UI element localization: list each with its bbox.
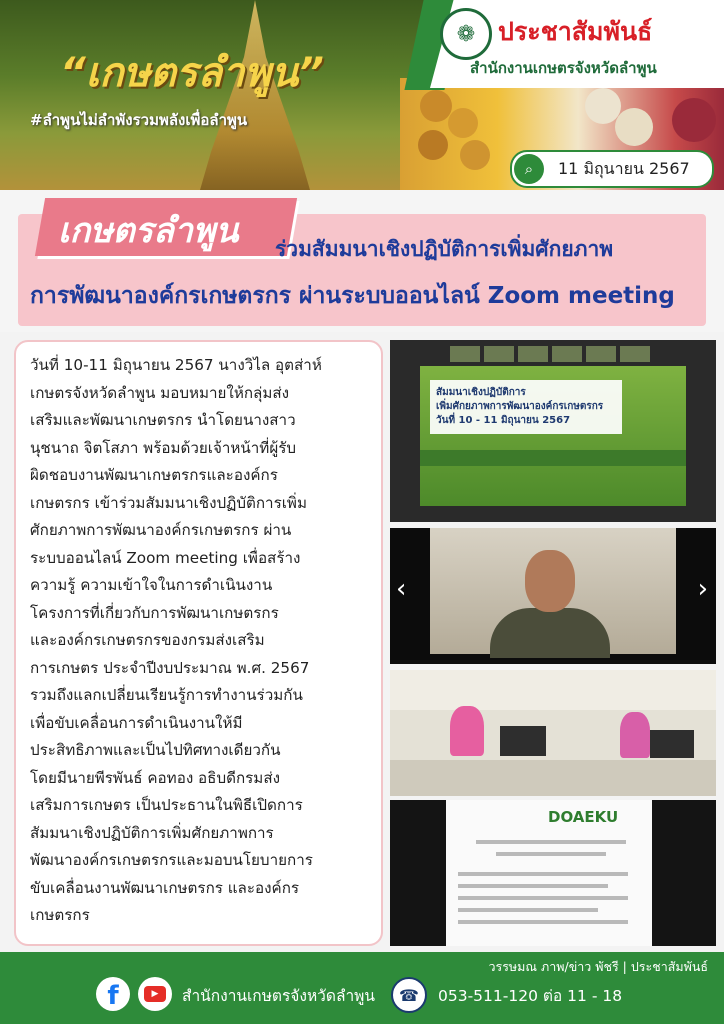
article-line: รวมถึงแลกเปลี่ยนเรียนรู้การทำงานร่วมกัน <box>30 686 303 704</box>
footer-office-name: สำนักงานเกษตรจังหวัดลำพูน <box>182 987 375 1005</box>
article-line: เกษตรกร เข้าร่วมสัมมนาเชิงปฏิบัติการเพิ่ม <box>30 493 307 512</box>
date-text: 11 มิถุนายน 2567 <box>558 158 690 178</box>
seal-emblem: ❁ <box>440 8 492 60</box>
office-window <box>390 670 716 710</box>
doae-logo: DOAEKU <box>548 808 619 826</box>
pr-title: ประชาสัมพันธ์ <box>498 17 653 46</box>
slide-title-line-2: เพิ่มศักยภาพการพัฒนาองค์กรเกษตรกร <box>436 401 604 412</box>
article-line: ระบบออนไลน์ Zoom meeting เพื่อสร้าง <box>30 548 301 567</box>
laptop-1 <box>500 726 546 756</box>
brand-title: “เกษตรลำพูน” <box>60 50 324 96</box>
photo-office <box>390 670 716 796</box>
slide-title-line-1: สัมมนาเชิงปฏิบัติการ <box>436 387 526 398</box>
article-line: การเกษตร ประจำปีงบประมาณ พ.ศ. 2567 <box>30 658 310 677</box>
search-icon: ⌕ <box>514 154 544 184</box>
article-line: เสริมและพัฒนาเกษตรกร นำโดยนางสาว <box>30 411 296 429</box>
chevron-left-icon: ‹ <box>396 574 407 604</box>
slide-title <box>430 380 622 434</box>
article-line: ขับเคลื่อนงานพัฒนาเกษตรกร และองค์กร <box>30 878 300 897</box>
facebook-icon[interactable]: f <box>96 977 130 1011</box>
article-line: สัมมนาเชิงปฏิบัติการเพิ่มศักยภาพการ <box>30 823 274 842</box>
laptop-2 <box>650 730 694 758</box>
article-line: และองค์กรเกษตรกรของกรมส่งเสริม <box>30 631 265 649</box>
article-line: ประสิทธิภาพและเป็นไปทิศทางเดียวกัน <box>30 741 281 759</box>
youtube-icon[interactable]: ▶ <box>138 977 172 1011</box>
footer-phone: 053-511-120 ต่อ 11 - 18 <box>438 987 623 1005</box>
header-banner <box>0 0 724 190</box>
slide-date: วันที่ 10 - 11 มิถุนายน 2567 <box>436 415 571 426</box>
photo-document <box>390 800 716 946</box>
article-line: ศักยภาพการพัฒนาองค์กรเกษตรกร ผ่าน <box>30 521 292 539</box>
date-pill <box>510 150 714 188</box>
chevron-right-icon: › <box>697 574 708 604</box>
headline-line-2: การพัฒนาองค์กรเกษตรกร ผ่านระบบออนไลน์ Zoom meeting <box>30 283 675 309</box>
article-line: วันที่ 10-11 มิถุนายน 2567 นางวิไล อุตส่าห์ <box>30 356 322 374</box>
staff-person-1 <box>450 706 484 756</box>
headline-tag: เกษตรลำพูน <box>58 211 239 251</box>
article-line: เกษตรกร <box>30 906 90 924</box>
article-line: เกษตรจังหวัดลำพูน มอบหมายให้กลุ่มส่ง <box>30 383 290 402</box>
article-line: ผิดชอบงานพัฒนาเกษตรกรและองค์กร <box>30 466 278 484</box>
staff-person-2 <box>620 712 650 758</box>
headline-line-1: ร่วมสัมมนาเชิงปฏิบัติการเพิ่มศักยภาพ <box>275 237 614 261</box>
participant-strip <box>450 346 650 362</box>
photo-zoom-slide <box>390 340 716 522</box>
article-line: พัฒนาองค์กรเกษตรกรและมอบนโยบายการ <box>30 851 313 869</box>
article-line: เพื่อขับเคลื่อนการดำเนินงานให้มี <box>30 713 243 732</box>
article-line: นุชนาถ จิตโสภา พร้อมด้วยเจ้าหน้าที่ผู้รับ <box>30 438 297 457</box>
hashtag: #ลำพูนไม่ลำพังรวมพลังเพื่อลำพูน <box>30 111 248 129</box>
footer-credit: วรรษมณ ภาพ/ข่าว พัชรี | ประชาสัมพันธ์ <box>488 959 708 974</box>
article-line: เสริมการเกษตร เป็นประธานในพิธีเปิดการ <box>30 796 303 814</box>
office-name: สำนักงานเกษตรจังหวัดลำพูน <box>470 59 657 77</box>
speaker-head <box>525 550 575 612</box>
office-desk <box>390 760 716 796</box>
speaker-body <box>490 608 610 658</box>
photo-speaker <box>390 528 716 664</box>
slide-band <box>420 450 686 466</box>
article-line: ความรู้ ความเข้าใจในการดำเนินงาน <box>30 576 273 594</box>
article-line: โครงการที่เกี่ยวกับการพัฒนาเกษตรกร <box>30 603 279 622</box>
article-line: โดยมีนายพีรพันธ์ คอทอง อธิบดีกรมส่ง <box>30 768 281 787</box>
phone-icon: ☎ <box>391 977 427 1013</box>
article-text <box>30 352 370 930</box>
